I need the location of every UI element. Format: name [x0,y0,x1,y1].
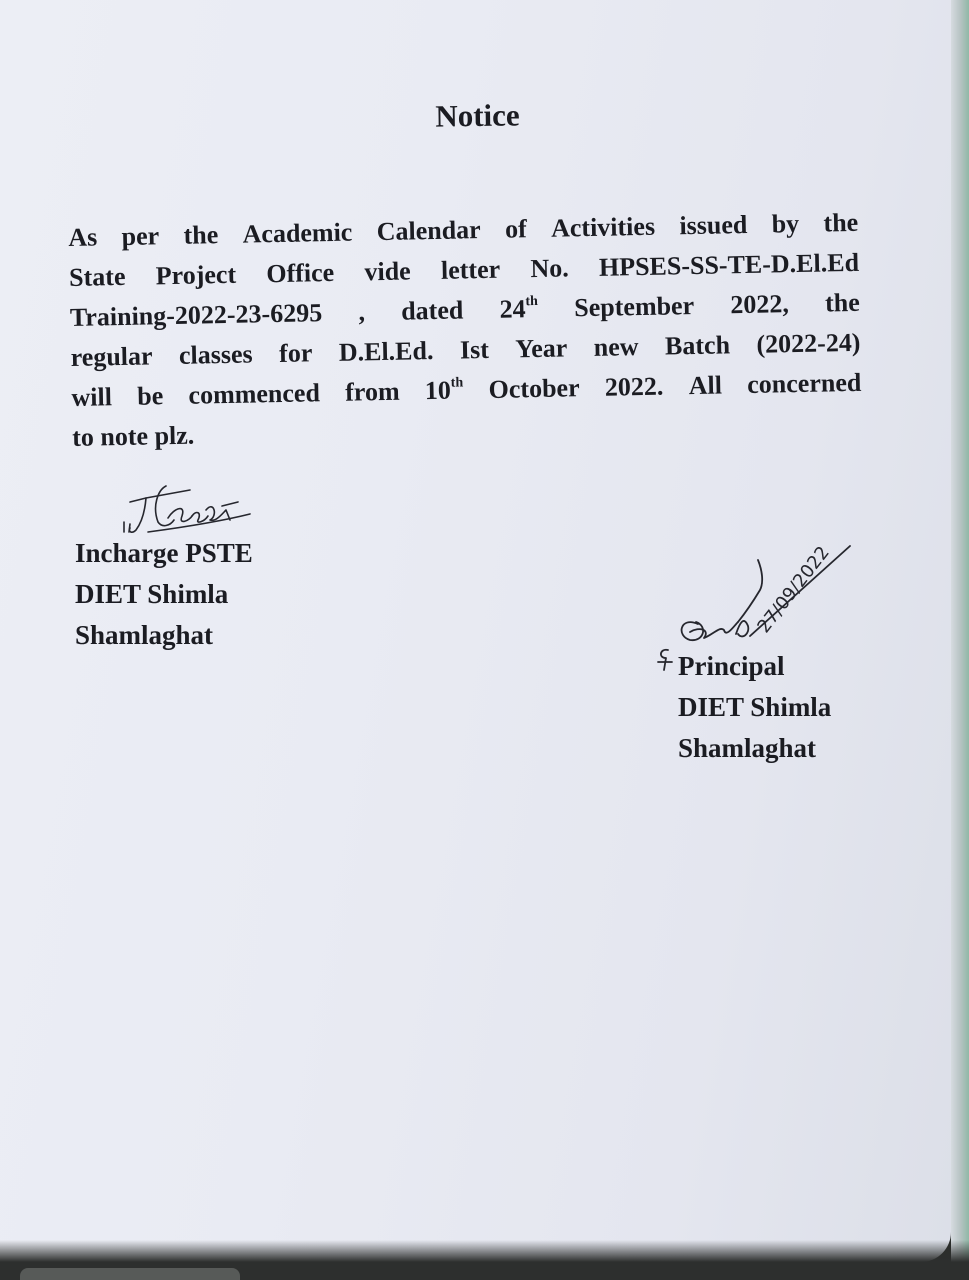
word: October [488,373,580,404]
word: note [100,421,149,452]
word: Ist [459,334,490,365]
incharge-office: DIET Shimla [75,579,229,609]
word: Activities [550,211,656,243]
word: Calendar [376,215,481,247]
incharge-signature [118,470,258,542]
word: 2022, [730,289,790,320]
ordinal-suffix: th [450,375,464,391]
blurred-object [20,1268,240,1280]
notice-body [68,203,862,458]
day-number: 10 [424,375,452,406]
date-day [499,289,538,330]
word: from [344,376,400,407]
word: of [504,214,527,244]
word: No. [530,253,569,284]
incharge-signatory [75,533,253,656]
word: letter [440,254,501,285]
word: Year [515,333,568,364]
word: plz. [154,420,195,451]
word: for [278,338,313,368]
word: , [358,297,366,327]
incharge-designation: Incharge PSTE [75,538,253,568]
word: Office [266,257,335,289]
word: vide [364,256,411,287]
letter-number: HPSES-SS-TE-D.El.Ed [598,247,860,282]
word: As [68,222,98,252]
principal-office: DIET Shimla [678,692,832,722]
ordinal-suffix: th [525,293,539,310]
word: regular [70,341,153,372]
day-number: 24 [499,294,526,324]
principal-designation: Principal [678,651,785,681]
date-day [425,370,464,411]
word: per [121,221,160,251]
word: classes [178,339,253,370]
word: Project [155,259,237,291]
principal-signatory [678,646,831,769]
word: September [573,290,695,323]
word: concerned [746,367,862,399]
word: 2022. [604,371,664,402]
background-edge [951,0,969,1280]
word: Training-2022-23-6295 [69,298,323,332]
word: by [771,208,800,239]
word: State [68,261,126,292]
word: to [71,422,95,452]
incharge-place: Shamlaghat [75,620,214,650]
word: the [823,207,859,238]
word: issued [679,209,748,241]
word: Academic [242,217,353,249]
word: Batch [664,330,731,361]
word: (2022-24) [756,327,861,359]
word: the [824,287,861,318]
word: will [71,382,113,412]
principal-place: Shamlaghat [678,733,817,763]
word: dated [400,295,464,326]
word: D.El.Ed. [338,336,434,367]
word: commenced [188,378,321,410]
word: All [688,370,723,401]
handwritten-date: 27/09/2022 [753,542,834,638]
notice-title: Notice [435,97,520,134]
word: new [593,332,639,362]
word: be [136,381,164,411]
word: the [183,220,219,250]
